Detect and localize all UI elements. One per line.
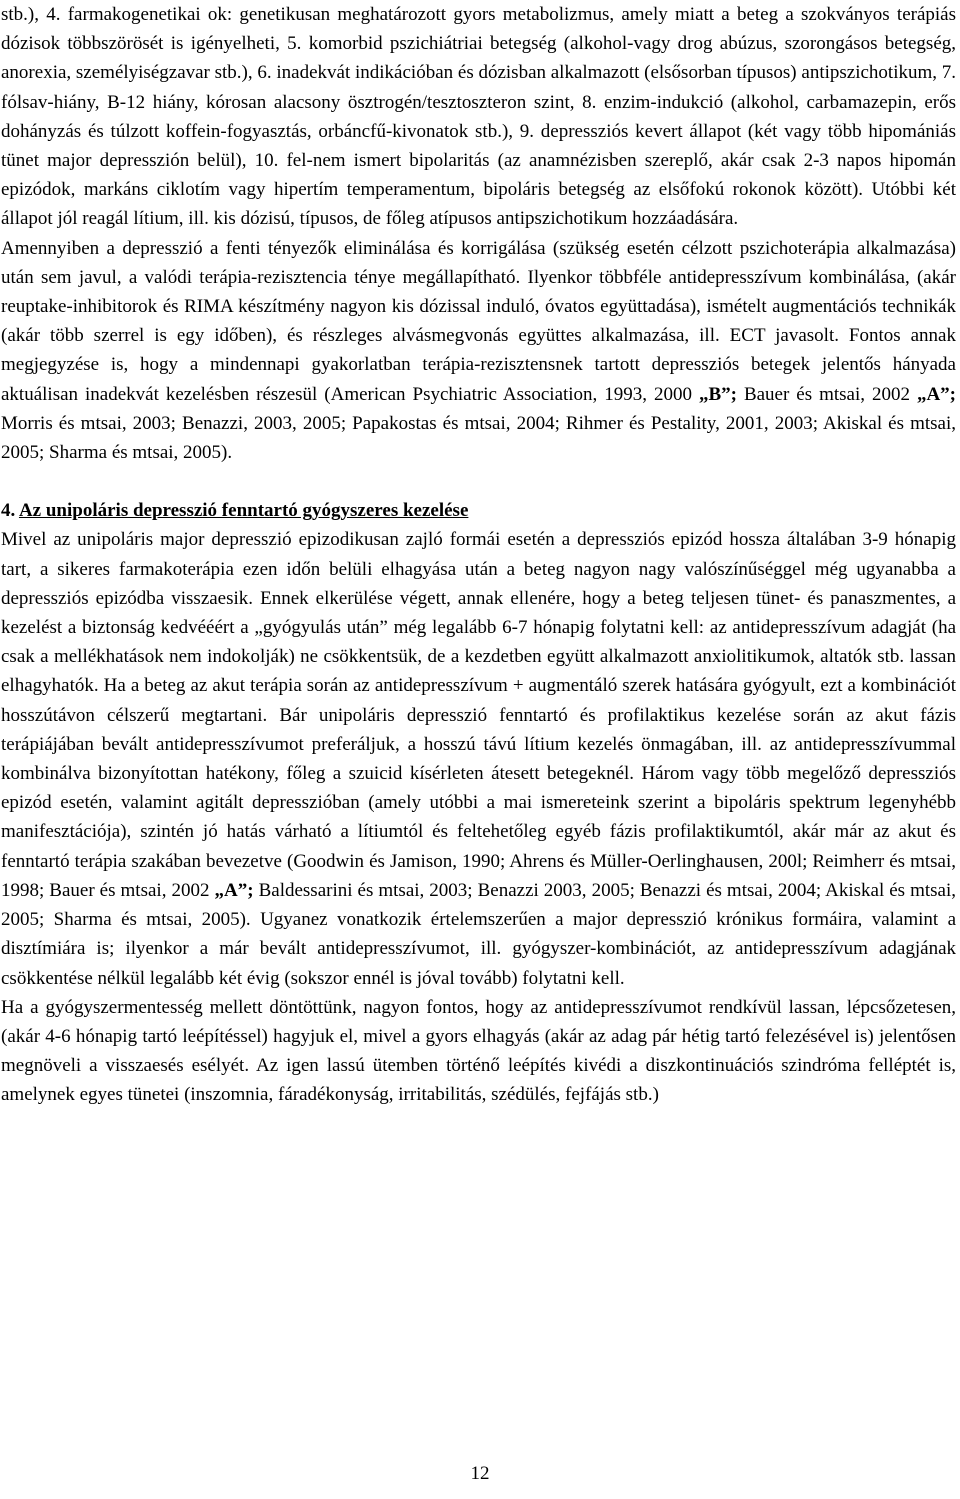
- paragraph-text: Bauer és mtsai, 2002: [736, 383, 917, 405]
- paragraph-text: Morris és mtsai, 2003; Benazzi, 2003, 2005; Papakostas és mtsai, 2004; Rihmer és Pestality, 2001, 2003; Akiskal és mtsai, 2005; Sharma és mtsai, 2005).: [1, 412, 956, 464]
- paragraph-discontinuation: Ha a gyógyszermentesség mellett döntöttünk, nagyon fontos, hogy az antidepresszívumot rendkívül lassan, lépcsőzetesen, (akár 4-6 hónapig tartó leépítéssel) hagyjuk el, mivel a gyors elhagyás (akár az adag pár hétig tartó felezésével is) jelentősen megnöveli a visszaesés esélyét. Az igen lassú ütemben történő leépítés kivédi a diszkontinuációs szindróma felléptét is, amelynek egyes tünetei (inszomnia, fáradékonyság, irritabilitás, szédülés, fejfájás stb.): [1, 996, 956, 1106]
- section-number: 4.: [1, 500, 16, 522]
- paragraph-text: Amennyiben a depresszió a fenti tényezők eliminálása és korrigálása (szükség esetén célzott pszichoterápia alkalmazása) után sem javul, a valódi terápia-rezisztencia ténye megállapítható. Ilyenkor többféle antidepresszívum kombinálása, (akár reuptake-inhibitorok és RIMA készítmény nagyon kis dózissal induló, óvatos együttadása), ismételt augmentációs technikák (akár több szerrel is egy időben), és részleges alvásmegvonás együttes alkalmazása, ill. ECT javasolt. Fontos annak megjegyzése is, hogy a mindennapi gyakorlatban terápia-rezisztensnek tartott depressziós betegek jelentős hányada aktuálisan inadekvát kezelésben részesül (American Psychiatric Association, 1993, 2000: [1, 237, 956, 405]
- section-heading: [1, 496, 956, 525]
- paragraph-resistance-causes: stb.), 4. farmakogenetikai ok: genetikusan meghatározott gyors metabolizmus, amely miatt a beteg a szokványos terápiás dózisok többszörösét is igényelheti, 5. komorbid pszichiátriai betegség (alkohol-vagy drog abúzus, szorongásos betegség, anorexia, személyiségzavar stb.), 6. inadekvát indikációban és dózisban alkalmazott (elsősorban típusos) antipszichotikum, 7. fólsav-hiány, B-12 hiány, kórosan alacsony ösztrogén/tesztoszteron szint, 8. enzim-indukció (alkohol, carbamazepin, erős dohányzás és túlzott koffein-fogyasztás, orbáncfű-kivonatok stb.), 9. depressziós kevert állapot (két vagy több hipomániás tünet major depresszión belül), 10. fel-nem ismert bipolaritás (az anamnézisben szereplő, akár csak 2-3 napos hipomán epizódok, markáns ciklotím vagy hipertím temperamentum, bipoláris betegség az elsőfokú rokonok között). Utóbbi két állapot jól reagál lítium, ill. kis dózisú, típusos, de főleg atípusos antipszichotikum hozzáadására.: [1, 4, 957, 230]
- evidence-grade: „A”;: [916, 383, 956, 405]
- paragraph-therapy-resistance: [1, 234, 956, 468]
- evidence-grade: „B”;: [698, 383, 737, 405]
- paragraph-text: Mivel az unipoláris major depresszió epizodikusan zajló formái esetén a depressziós epizód hossza általában 3-9 hónapig tart, a sikeres farmakoterápia ezen időn belüli elhagyása után a beteg nagyon nagy valószínűséggel még ugyanabba a depressziós epizódba visszaesik. Ennek elkerülése végett, annak ellenére, hogy a beteg teljesen tünet- és panaszmentes, a kezelést a biztonság kedvééért a „gyógyulás után” még legalább 6-7 hónapig folytatni kell: az antidepresszívum adagját (ha csak a mellékhatások nem indokolják) ne csökkentsük, de a kezdetben együtt alkalmazott anxiolitikumok, altatók stb. lassan elhagyhatók. Ha a beteg az akut terápia során az antidepresszívum + augmentáló szerek hatására gyógyult, ezt a kombinációt hosszútávon célszerű megtartani. Bár unipoláris depresszió fenntartó és profilaktikus kezelése során az akut fázis terápiájában bevált antidepresszívumot preferáljuk, a hosszú távú lítium kezelés önmagában, ill. az antidepresszívummal kombinálva bizonyítottan hatékony, főleg a szuicid kísérleten átesett betegeknél. Három vagy több megelőző depressziós epizód esetén, valamint agitált depresszióban (amely utóbbi a mai ismereteink szerint a bipoláris spektrum legenyhébb manifesztációja), szintén jó hatás várható a lítiumtól és feltehetőleg egyéb fázis profilaktikumtól, akár már az akut és fenntartó terápia szakában bevezetve (Goodwin és Jamison, 1990; Ahrens és Müller-Oerlinghausen, 200l; Reimherr és mtsai, 1998; Bauer és mtsai, 2002: [1, 529, 956, 901]
- page-number: 12: [470, 1463, 490, 1484]
- section-title: Az unipoláris depresszió fenntartó gyógyszeres kezelése: [18, 500, 469, 522]
- paragraph-text: Baldessarini és mtsai, 2003; Benazzi 2003, 2005; Benazzi és mtsai, 2004; Akiskal és mtsai, 2005; Sharma és mtsai, 2005). Ugyanez vonatkozik értelemszerűen a major depresszió krónikus formáira, valamint a disztímiára is; ilyenkor a már bevált antidepresszívumot, ill. gyógyszer-kombinációt, az antidepresszívum adagjának csökkentése nélkül legalább két évig (sokszor ennél is jóval tovább) folytatni kell.: [1, 879, 956, 989]
- evidence-grade: „A”;: [214, 879, 254, 901]
- paragraph-maintenance: [1, 525, 956, 992]
- section-spacer: [1, 467, 956, 496]
